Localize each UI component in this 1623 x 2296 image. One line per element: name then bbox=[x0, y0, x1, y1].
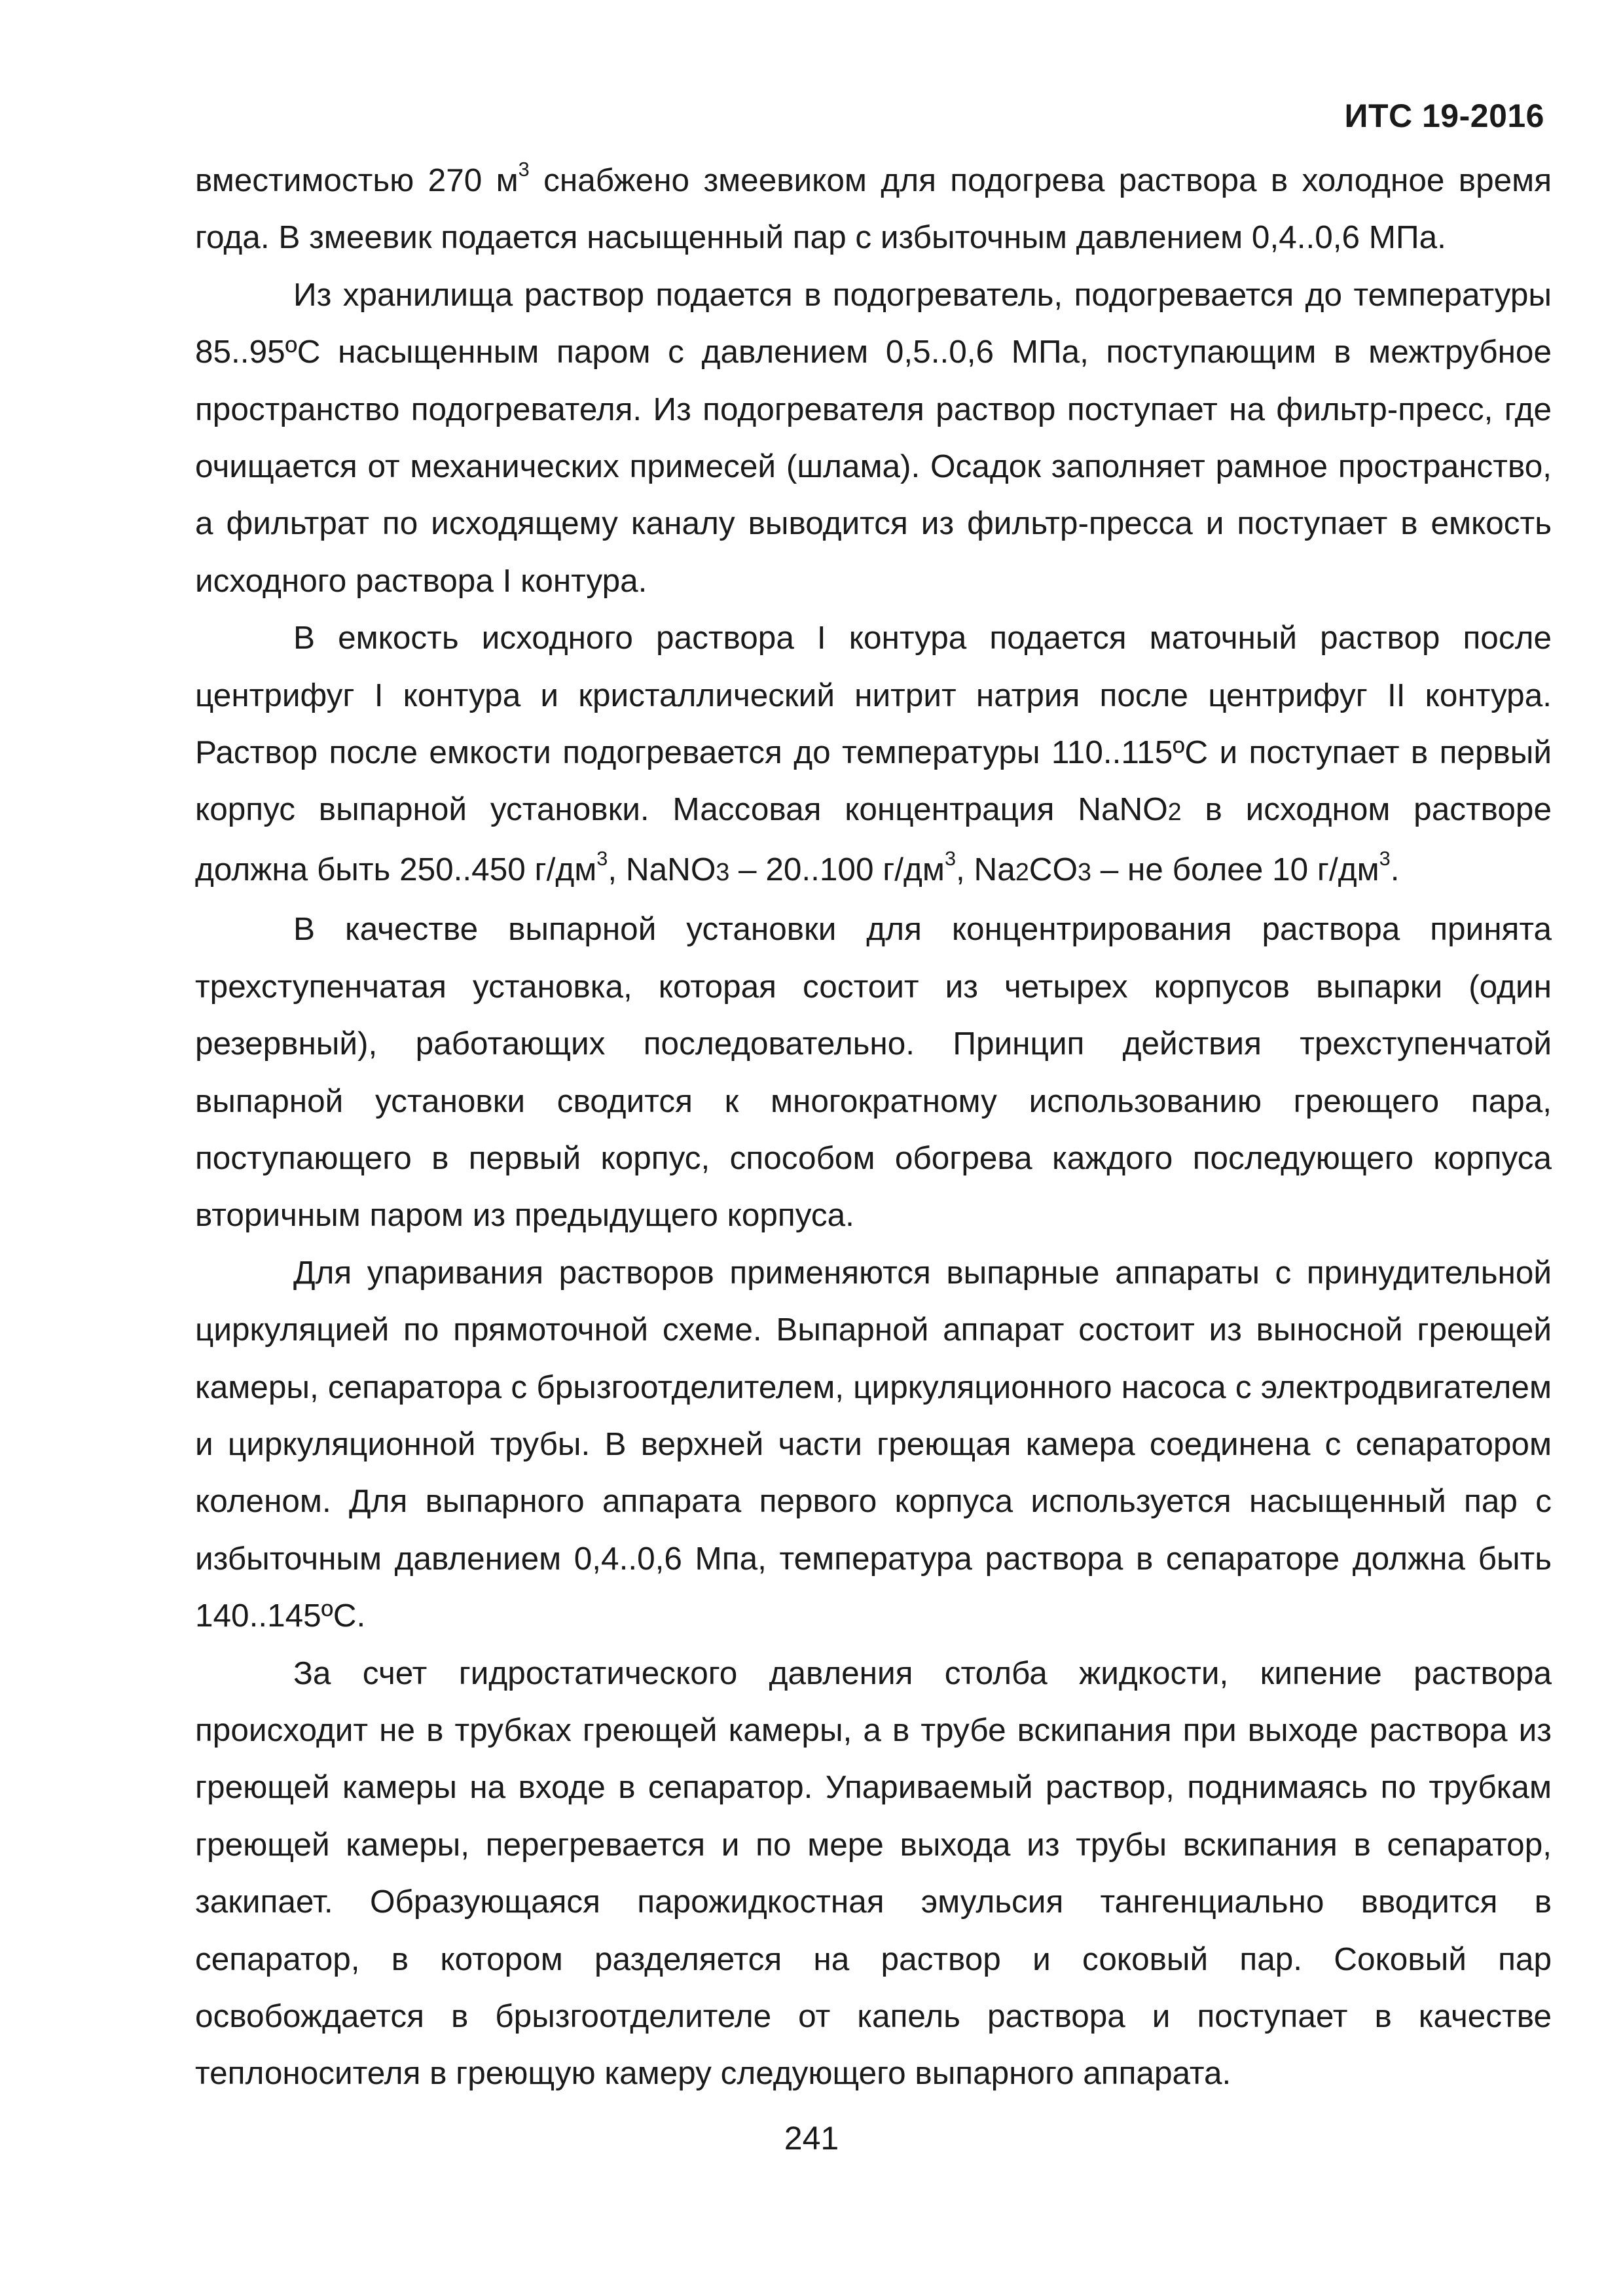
superscript: 3 bbox=[1379, 846, 1391, 870]
paragraph bbox=[195, 609, 1552, 901]
text-run: в исходном растворе должна быть 250..450 г/дм bbox=[195, 791, 1552, 888]
subscript: 2 bbox=[1167, 798, 1182, 826]
text-run: , Na bbox=[956, 851, 1015, 888]
paragraph: За счет гидростатического давления столба жидкости, кипение раствора происходит не в трубках греющей камеры, а в трубе вскипания при выходе раствора из греющей камеры на входе в сепаратор. Упариваемый раствор, поднимаясь по трубкам греющей камеры, перегревается и по мере выхода из трубы вскипания в сепаратор, закипает. Образующаяся парожидкостная эмульсия тангенциально вводится в сепаратор, в котором разделяется на раствор и соковый пар. Соковый пар освобождается в брызгоотделителе от капель раствора и поступает в качестве теплоносителя в греющую камеру следующего выпарного аппарата. bbox=[195, 1655, 1552, 2092]
paragraph-continuation bbox=[195, 152, 1552, 266]
text-run: – 20..100 г/дм bbox=[729, 851, 945, 888]
text-run: снабжено змеевиком для подогрева раствора в холодное время года. В змеевик подается насыщенный пар с избыточным давлением 0,4..0,6 МПа. bbox=[195, 162, 1552, 256]
superscript: 3 bbox=[944, 846, 957, 870]
document-code: ИТС 19-2016 bbox=[1344, 98, 1544, 134]
subscript: 2 bbox=[1015, 857, 1029, 886]
text-run: , NaNO bbox=[608, 851, 716, 888]
text-run: вместимостью 270 м bbox=[195, 162, 519, 198]
text-run: В емкость исходного раствора I контура подается маточный раствор после центрифуг I контура и кристаллический нитрит натрия после центрифуг II контура. Раствор после емкости подогревается до температуры 110..115ºС и поступает в первый корпус выпарной установки. Массовая концентрация NaNO bbox=[195, 620, 1552, 828]
superscript: 3 bbox=[518, 157, 530, 181]
subscript: 3 bbox=[716, 857, 730, 886]
paragraph: Для упаривания растворов применяются выпарные аппараты с принудительной циркуляцией по прямоточной схеме. Выпарной аппарат состоит из выносной греющей камеры, сепаратора с брызгоотделителем, циркуляционного насоса с электродвигателем и циркуляционной трубы. В верхней части греющая камера соединена с сепаратором коленом. Для выпарного аппарата первого корпуса используется насыщенный пар с избыточным давлением 0,4..0,6 Мпа, температура раствора в сепараторе должна быть 140..145ºС. bbox=[195, 1254, 1552, 1634]
paragraph: Из хранилища раствор подается в подогреватель, подогревается до температуры 85..95ºС насыщенным паром с давлением 0,5..0,6 МПа, поступающим в межтрубное пространство подогревателя. Из подогревателя раствор поступает на фильтр-пресс, где очищается от механических примесей (шлама). Осадок заполняет рамное пространство, а фильтрат по исходящему каналу выводится из фильтр-пресса и поступает в емкость исходного раствора I контура. bbox=[195, 276, 1552, 599]
subscript: 3 bbox=[1078, 857, 1091, 886]
paragraph: В качестве выпарной установки для концентрирования раствора принята трехступенчатая установка, которая состоит из четырех корпусов выпарки (один резервный), работающих последовательно. Принцип действия трехступенчатой выпарной установки сводится к многократному использованию греющего пара, поступающего в первый корпус, способом обогрева каждого последующего корпуса вторичным паром из предыдущего корпуса. bbox=[195, 911, 1552, 1234]
document-body bbox=[195, 152, 1552, 2102]
page-number: 241 bbox=[784, 2120, 839, 2157]
text-run: – не более 10 г/дм bbox=[1091, 851, 1379, 888]
text-run: CO bbox=[1029, 851, 1078, 888]
superscript: 3 bbox=[596, 846, 608, 870]
text-run: . bbox=[1390, 851, 1400, 888]
